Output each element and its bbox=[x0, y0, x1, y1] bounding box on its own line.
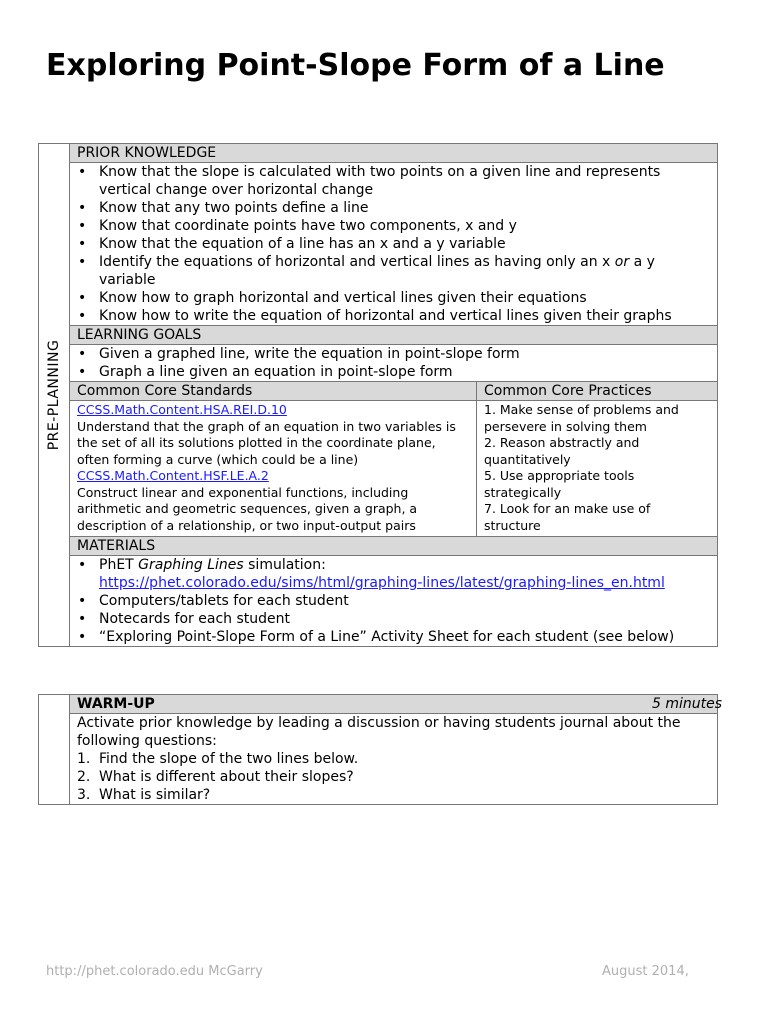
standards-cell bbox=[70, 401, 477, 537]
list-item: 1. Find the slope of the two lines below. bbox=[77, 751, 359, 767]
list-item: 2. What is different about their slopes? bbox=[77, 769, 354, 785]
page-title: Exploring Point-Slope Form of a Line bbox=[46, 48, 665, 83]
footer-right: August 2014, bbox=[602, 964, 689, 979]
list-item: • Know how to write the equation of horizontal and vertical lines given their graphs bbox=[77, 307, 709, 325]
list-item: • Know that coordinate points have two components, x and y bbox=[77, 217, 709, 235]
pre-planning-label: PRE-PLANNING bbox=[46, 339, 62, 451]
standard-link-le[interactable]: CCSS.Math.Content.HSF.LE.A.2 bbox=[77, 468, 269, 483]
footer-left: http://phet.colorado.edu McGarry bbox=[46, 964, 263, 979]
list-item: • Know how to graph horizontal and vertical lines given their equations bbox=[77, 289, 709, 307]
list-item: • “Exploring Point-Slope Form of a Line” Activity Sheet for each student (see below) bbox=[77, 628, 709, 646]
materials-list bbox=[70, 556, 717, 646]
list-item: • Given a graphed line, write the equation in point-slope form bbox=[77, 345, 709, 363]
warmup-intro: Activate prior knowledge by leading a discussion or having students journal about the following questions: bbox=[77, 715, 681, 749]
practices-cell bbox=[477, 401, 718, 537]
practices-header: Common Core Practices bbox=[477, 382, 717, 400]
warmup-duration: 5 minutes bbox=[651, 696, 722, 712]
warmup-questions bbox=[70, 750, 717, 804]
learning-goals-cell bbox=[70, 345, 718, 382]
list-item: • Know that the slope is calculated with two points on a given line and represents vertical change over horizontal change bbox=[77, 163, 709, 199]
materials-cell bbox=[70, 556, 718, 647]
standards-practices-cell bbox=[70, 382, 718, 537]
warmup-side-cell bbox=[39, 695, 70, 805]
standard-text-le: Construct linear and exponential functions, including arithmetic and geometric sequences, given a graph, a description of a relationship, or two input-output pairs bbox=[77, 484, 418, 533]
warmup-cell bbox=[70, 714, 718, 805]
practice-item: 1. Make sense of problems and persevere in solving them bbox=[484, 402, 679, 434]
list-item: • Identify the equations of horizontal and vertical lines as having only an x or a y variable bbox=[77, 253, 709, 289]
list-item: 3. What is similar? bbox=[77, 787, 211, 803]
warmup-header: WARM-UP 5 minutes bbox=[70, 695, 717, 713]
practice-item: 2. Reason abstractly and quantitatively bbox=[484, 435, 640, 467]
practice-item: 5. Use appropriate tools strategically bbox=[484, 468, 635, 500]
learning-goals-header: LEARNING GOALS bbox=[70, 326, 717, 344]
list-item: • Notecards for each student bbox=[77, 610, 709, 628]
phet-simulation-link[interactable]: https://phet.colorado.edu/sims/html/graphing-lines/latest/graphing-lines_en.html bbox=[99, 575, 665, 591]
standard-text-rei: Understand that the graph of an equation in two variables is the set of all its solutions plotted in the coordinate plane, often forming a curve (which could be a line) bbox=[77, 418, 456, 467]
warmup-table bbox=[38, 694, 722, 805]
list-item: • Know that the equation of a line has an x and a y variable bbox=[77, 235, 709, 253]
side-label-cell bbox=[39, 144, 70, 647]
prior-knowledge-list bbox=[70, 163, 717, 325]
lesson-plan-table bbox=[38, 143, 718, 647]
list-item: • Know that any two points define a line bbox=[77, 199, 709, 217]
list-item: • Computers/tablets for each student bbox=[77, 592, 709, 610]
standards-header: Common Core Standards bbox=[70, 382, 476, 400]
practice-item: 7. Look for an make use of structure bbox=[484, 501, 651, 533]
materials-header: MATERIALS bbox=[70, 537, 717, 555]
list-item: • Graph a line given an equation in point-slope form bbox=[77, 363, 709, 381]
standard-link-rei[interactable]: CCSS.Math.Content.HSA.REI.D.10 bbox=[77, 402, 287, 417]
learning-goals-list bbox=[70, 345, 717, 381]
prior-knowledge-header: PRIOR KNOWLEDGE bbox=[70, 144, 717, 162]
list-item: • PhET Graphing Lines simulation: https://phet.colorado.edu/sims/html/graphing-lines/latest/graphing-lines_en.html bbox=[77, 556, 709, 592]
standards-table bbox=[70, 382, 717, 536]
prior-knowledge-cell bbox=[70, 163, 718, 326]
